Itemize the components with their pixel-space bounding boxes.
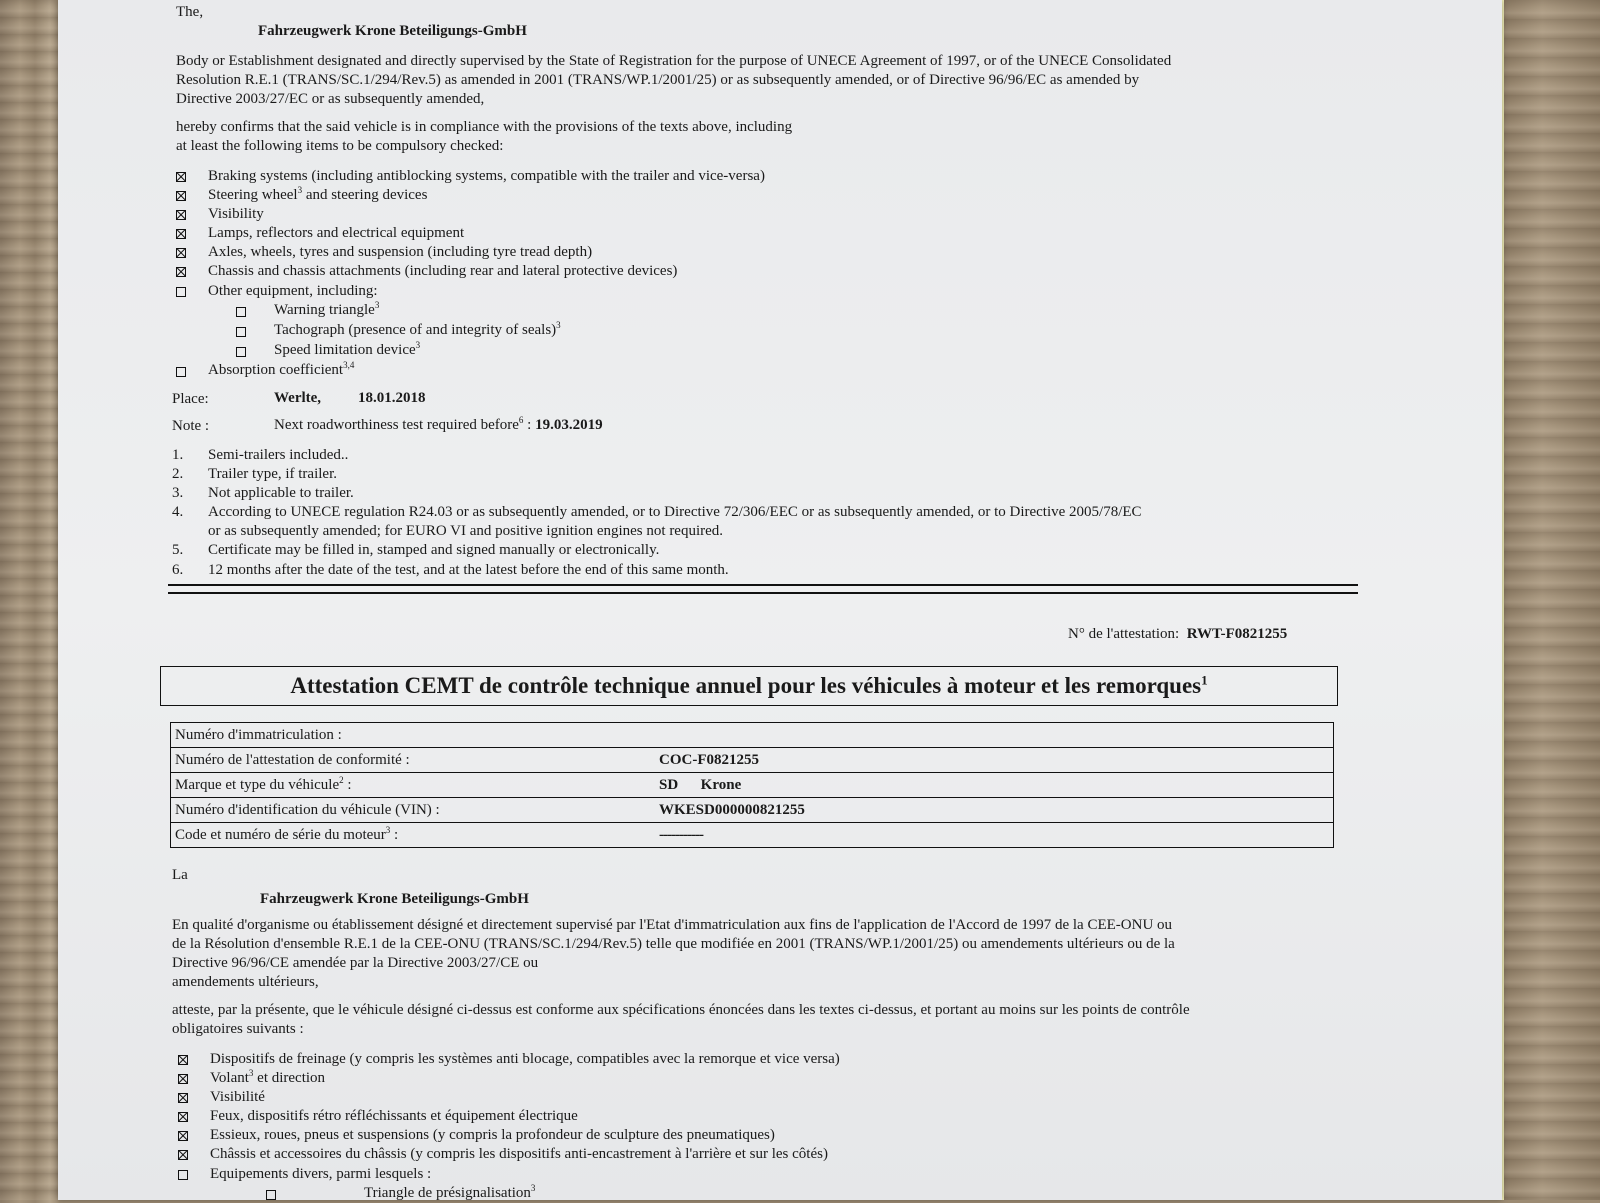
confirm-text-en-1: hereby confirms that the said vehicle is in compliance with the provisions of the texts above, including xyxy=(176,119,793,135)
body-text-fr-2: de la Résolution d'ensemble R.E.1 de la CEE-ONU (TRANS/SC.1/294/Rev.5) telle que modifiée en 2001 (TRANS/WP.1/2001/25) ou amendements ultérieurs ou de la xyxy=(172,936,1175,952)
table-row xyxy=(171,748,1334,773)
check-item-other: Other equipment, including: xyxy=(208,283,378,299)
certificate-page xyxy=(58,0,1502,1200)
check-item-feux: Feux, dispositifs rétro réfléchissants et équipement électrique xyxy=(210,1108,578,1124)
footnote-2: Trailer type, if trailer. xyxy=(208,466,337,482)
note-label: Note : xyxy=(172,418,210,434)
company-name-fr: Fahrzeugwerk Krone Beteiligungs-GmbH xyxy=(260,891,529,907)
company-name-en: Fahrzeugwerk Krone Beteiligungs-GmbH xyxy=(258,23,527,39)
check-item-freinage: Dispositifs de freinage (y compris les systèmes anti blocage, compatibles avec la remorque et vice versa) xyxy=(210,1051,840,1067)
body-text-fr-1: En qualité d'organisme ou établissement désigné et directement supervisé par l'Etat d'immatriculation aux fins de l'application de l'Accord de 1997 de la CEE-ONU ou xyxy=(172,917,1173,933)
table-cell-value: WKESD000000821255 xyxy=(659,798,1334,823)
table-row xyxy=(171,773,1334,798)
place-label: Place: xyxy=(172,391,209,407)
checkbox-checked xyxy=(176,210,186,220)
body-text-en-2: Resolution R.E.1 (TRANS/SC.1/294/Rev.5) as amended in 2001 (TRANS/WP.1/2001/25) or as subsequently amended, or of Directive 96/96/EC as amended by xyxy=(176,72,1140,88)
footnote-number: 5. xyxy=(172,542,184,558)
footnote-3: Not applicable to trailer. xyxy=(208,485,354,501)
checkbox-unchecked xyxy=(178,1170,188,1180)
footnote-number: 6. xyxy=(172,562,184,578)
body-text-en-1: Body or Establishment designated and directly supervised by the State of Registration for the purpose of UNECE Agreement of 1997, or of the UNECE Consolidated xyxy=(176,53,1172,69)
footnote-number: 1. xyxy=(172,447,184,463)
checkbox-checked xyxy=(178,1074,188,1084)
checkbox-unchecked xyxy=(236,307,246,317)
body-text-fr-4: amendements ultérieurs, xyxy=(172,974,319,990)
table-cell-label: Code et numéro de série du moteur$^3$ : xyxy=(171,823,660,848)
confirm-text-en-2: at least the following items to be compulsory checked: xyxy=(176,138,504,154)
confirm-text-fr-2: obligatoires suivants : xyxy=(172,1021,304,1037)
table-cell-value xyxy=(659,723,1334,748)
check-item-essieux: Essieux, roues, pneus et suspensions (y compris la profondeur de sculpture des pneumatiques) xyxy=(210,1127,775,1143)
table-row xyxy=(171,823,1334,848)
table-cell-label: Numéro d'immatriculation : xyxy=(171,723,660,748)
footnote-4-line-1: According to UNECE regulation R24.03 or as subsequently amended, or to Directive 72/306/EEC or as subsequently amended, or to Directive 2005/78/EC xyxy=(208,504,1142,520)
table-row xyxy=(171,798,1334,823)
checkbox-unchecked xyxy=(236,347,246,357)
table-cell-value: ----------- xyxy=(659,823,1334,848)
checkbox-checked xyxy=(176,191,186,201)
checkbox-checked xyxy=(176,267,186,277)
check-item-lamps: Lamps, reflectors and electrical equipment xyxy=(208,225,465,241)
wood-table-right xyxy=(1504,0,1600,1200)
table-cell-label: Numéro d'identification du véhicule (VIN) : xyxy=(171,798,660,823)
vehicle-id-table xyxy=(170,722,1334,848)
table-cell-label: Marque et type du véhicule$^2$ : xyxy=(171,773,660,798)
checkbox-checked xyxy=(178,1055,188,1065)
salutation-fr: La xyxy=(172,867,188,883)
checkbox-checked xyxy=(176,172,186,182)
note-text: Next roadworthiness test required before$^6$ : 19.03.2019 xyxy=(274,415,603,433)
place-value: Werlte, xyxy=(274,390,322,406)
check-item-chassis: Chassis and chassis attachments (including rear and lateral protective devices) xyxy=(208,263,678,279)
footnote-number: 3. xyxy=(172,485,184,501)
checkbox-unchecked xyxy=(266,1190,276,1200)
check-item-axles: Axles, wheels, tyres and suspension (including tyre tread depth) xyxy=(208,244,593,260)
check-item-speed-limiter: Speed limitation device$^3$ xyxy=(274,340,421,358)
checkbox-checked xyxy=(176,248,186,258)
footnote-5: Certificate may be filled in, stamped and signed manually or electronically. xyxy=(208,542,660,558)
checkbox-checked xyxy=(178,1150,188,1160)
checkbox-unchecked xyxy=(176,287,186,297)
body-text-en-3: Directive 2003/27/EC or as subsequently amended, xyxy=(176,91,485,107)
check-item-triangle: Triangle de présignalisation$^3$ xyxy=(364,1183,536,1201)
checkbox-checked xyxy=(176,229,186,239)
wood-table-left xyxy=(0,0,64,1200)
table-cell-value: SD Krone xyxy=(659,773,1334,798)
footnote-number: 2. xyxy=(172,466,184,482)
table-cell-label: Numéro de l'attestation de conformité : xyxy=(171,748,660,773)
check-item-chassis-fr: Châssis et accessoires du châssis (y compris les dispositifs anti-encastrement à l'arrière et sur les côtés) xyxy=(210,1146,828,1162)
check-item-volant: Volant$^3$ et direction xyxy=(210,1068,326,1086)
attestation-number: N° de l'attestation: RWT-F0821255 xyxy=(1068,626,1288,642)
checkbox-checked xyxy=(178,1112,188,1122)
table-cell-value: COC-F0821255 xyxy=(659,748,1334,773)
footnote-1: Semi-trailers included.. xyxy=(208,447,349,463)
check-item-visibilite: Visibilité xyxy=(210,1089,265,1105)
checkbox-checked xyxy=(178,1093,188,1103)
section-divider xyxy=(168,584,1358,594)
check-item-absorption: Absorption coefficient$^{3,4}$ xyxy=(208,360,355,378)
salutation-en: The, xyxy=(176,4,204,20)
check-item-braking: Braking systems (including antiblocking systems, compatible with the trailer and vice-versa) xyxy=(208,168,765,184)
footnote-4-line-2: or as subsequently amended; for EURO VI and positive ignition engines not required. xyxy=(208,523,724,539)
check-item-equipements: Equipements divers, parmi lesquels : xyxy=(210,1166,432,1182)
checkbox-unchecked xyxy=(176,367,186,377)
check-item-steering: Steering wheel$^3$ and steering devices xyxy=(208,185,428,203)
check-item-visibility: Visibility xyxy=(208,206,264,222)
document-title-box xyxy=(160,666,1338,706)
checkbox-checked xyxy=(178,1131,188,1141)
footnote-6: 12 months after the date of the test, and at the latest before the end of this same month. xyxy=(208,562,729,578)
document-title: Attestation CEMT de contrôle technique annuel pour les véhicules à moteur et les remorques$^1$ xyxy=(290,672,1208,698)
check-item-tachograph: Tachograph (presence of and integrity of seals)$^3$ xyxy=(274,320,561,338)
place-date: 18.01.2018 xyxy=(358,390,426,406)
body-text-fr-3: Directive 96/96/CE amendée par la Directive 2003/27/CE ou xyxy=(172,955,539,971)
footnote-number: 4. xyxy=(172,504,184,520)
table-row xyxy=(171,723,1334,748)
check-item-warning-triangle: Warning triangle$^3$ xyxy=(274,300,380,318)
checkbox-unchecked xyxy=(236,327,246,337)
confirm-text-fr-1: atteste, par la présente, que le véhicule désigné ci-dessus est conforme aux spécifications énoncées dans les textes ci-dessus, et portant au moins sur les points de contrôle xyxy=(172,1002,1190,1018)
